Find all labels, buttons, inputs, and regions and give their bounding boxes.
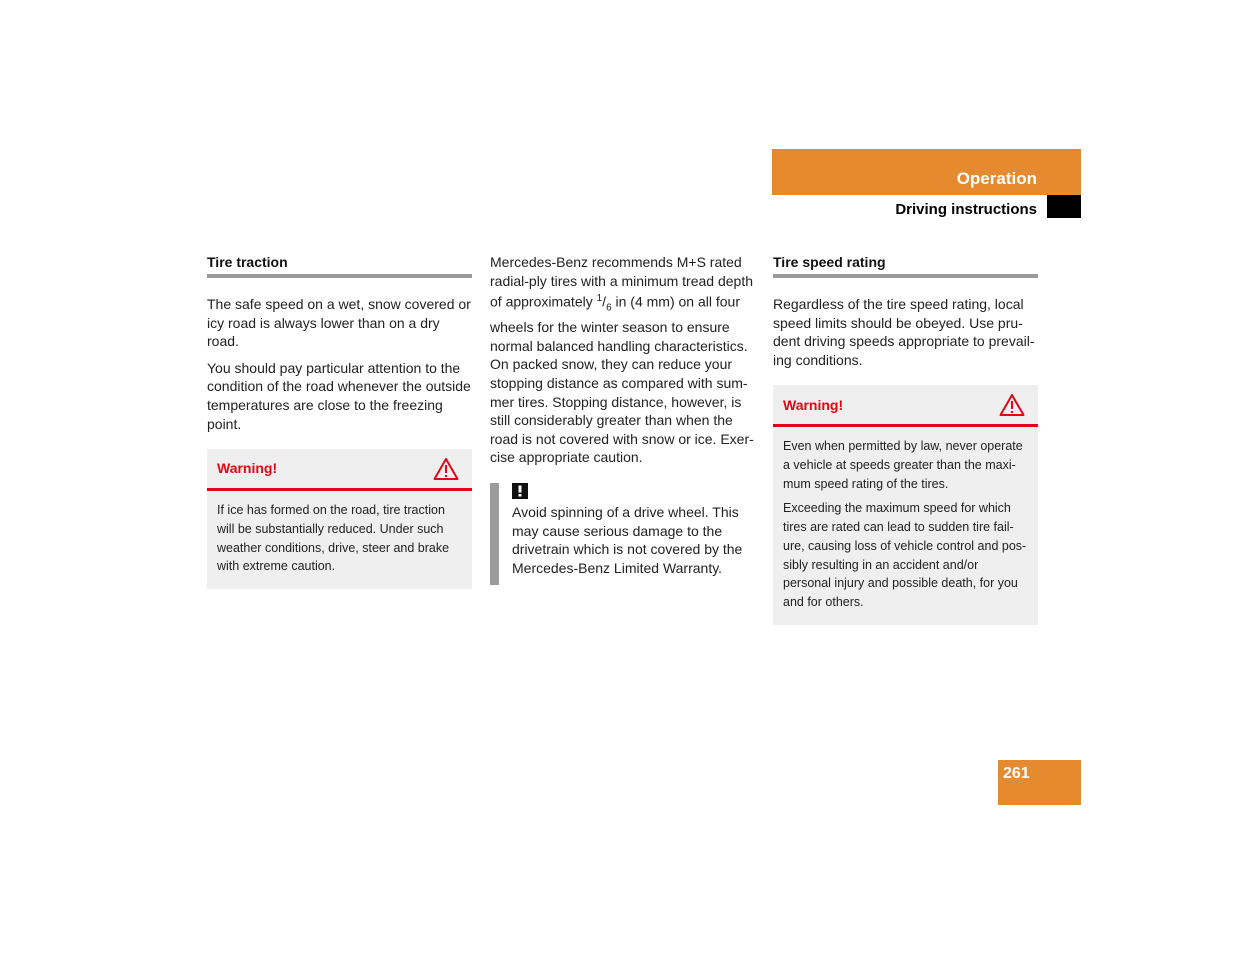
warning-box <box>207 449 472 589</box>
section-tab <box>772 149 1081 195</box>
warning-title: Warning! <box>217 460 278 477</box>
column-tire-recommendation <box>490 253 757 585</box>
warning-body <box>207 491 472 589</box>
paragraph: The safe speed on a wet, snow covered or icy road is always lower than on a dry road. <box>207 296 471 350</box>
fraction-numerator: 1 <box>596 293 603 305</box>
heading-tire-traction: Tire traction <box>207 253 472 278</box>
subsection-title: Driving instructions <box>895 201 1037 218</box>
text-segment: in (4 mm) on all four wheels for the winter season to ensure normal balanced handling characteristics. On packed snow, they can reduce your stopping distance as compared with sum-mer tires. Stopping distance, however, is still considerably greater than when the road is not covered with snow or ice. Exer-cise appropriate caution. <box>490 293 754 466</box>
exclamation-note-icon <box>512 483 528 499</box>
warning-header <box>773 385 1038 427</box>
note-bar <box>490 483 499 585</box>
paragraph: Regardless of the tire speed rating, local speed limits should be obeyed. Use pru-dent driving speeds appropriate to prevail-ing conditions. <box>773 296 1035 368</box>
warning-text: Exceeding the maximum speed for which tires are rated can lead to sudden tire fail-ure, causing loss of vehicle control and pos-sibly resulting in an accident and/or personal injury and possible death, for you and for others. <box>783 501 1027 609</box>
paragraph-tread: Mercedes-Benz recommends M+S rated radial-ply tires with a minimum tread depth of approximately $^1/_6$ in (4 mm) on all four wheels for the winter season to ensure normal balanced handling characteristics. On packed snow, they can reduce your stopping distance as compared with sum-mer tires. Stopping distance, however, is still considerably greater than when the road is not covered with snow or ice. Exer-cise appropriate caution. <box>490 254 754 466</box>
note-text: Avoid spinning of a drive wheel. This may cause serious damage to the drivetrain which is not covered by the Mercedes-Benz Limited Warranty. <box>512 503 743 576</box>
warning-body <box>773 427 1038 624</box>
warning-box <box>773 385 1038 624</box>
section-marker <box>1047 195 1081 218</box>
column-tire-speed-rating <box>773 253 1038 625</box>
warning-text: Even when permitted by law, never operate a vehicle at speeds greater than the maxi-mum speed rating of the tires. <box>783 439 1023 491</box>
note-content <box>499 483 757 585</box>
paragraph: You should pay particular attention to the condition of the road whenever the outside temperatures are close to the freezing point. <box>207 359 471 432</box>
note-box <box>490 483 757 585</box>
warning-triangle-icon <box>999 393 1025 417</box>
page-number <box>998 760 1081 805</box>
heading-tire-speed-rating: Tire speed rating <box>773 253 1038 278</box>
warning-header <box>207 449 472 491</box>
warning-title: Warning! <box>783 396 844 413</box>
warning-text: If ice has formed on the road, tire traction will be substantially reduced. Under such weather conditions, drive, steer and brake with extreme caution. <box>217 503 450 574</box>
column-tire-traction <box>207 253 472 589</box>
fraction-denominator: 6 <box>606 302 612 314</box>
warning-triangle-icon <box>433 457 459 481</box>
page-number-text: 261 <box>1003 765 1030 782</box>
text-segment: Mercedes-Benz recommends M+S rated radial-ply tires with a minimum tread depth of approximately <box>490 254 753 310</box>
section-title: Operation <box>956 169 1037 188</box>
